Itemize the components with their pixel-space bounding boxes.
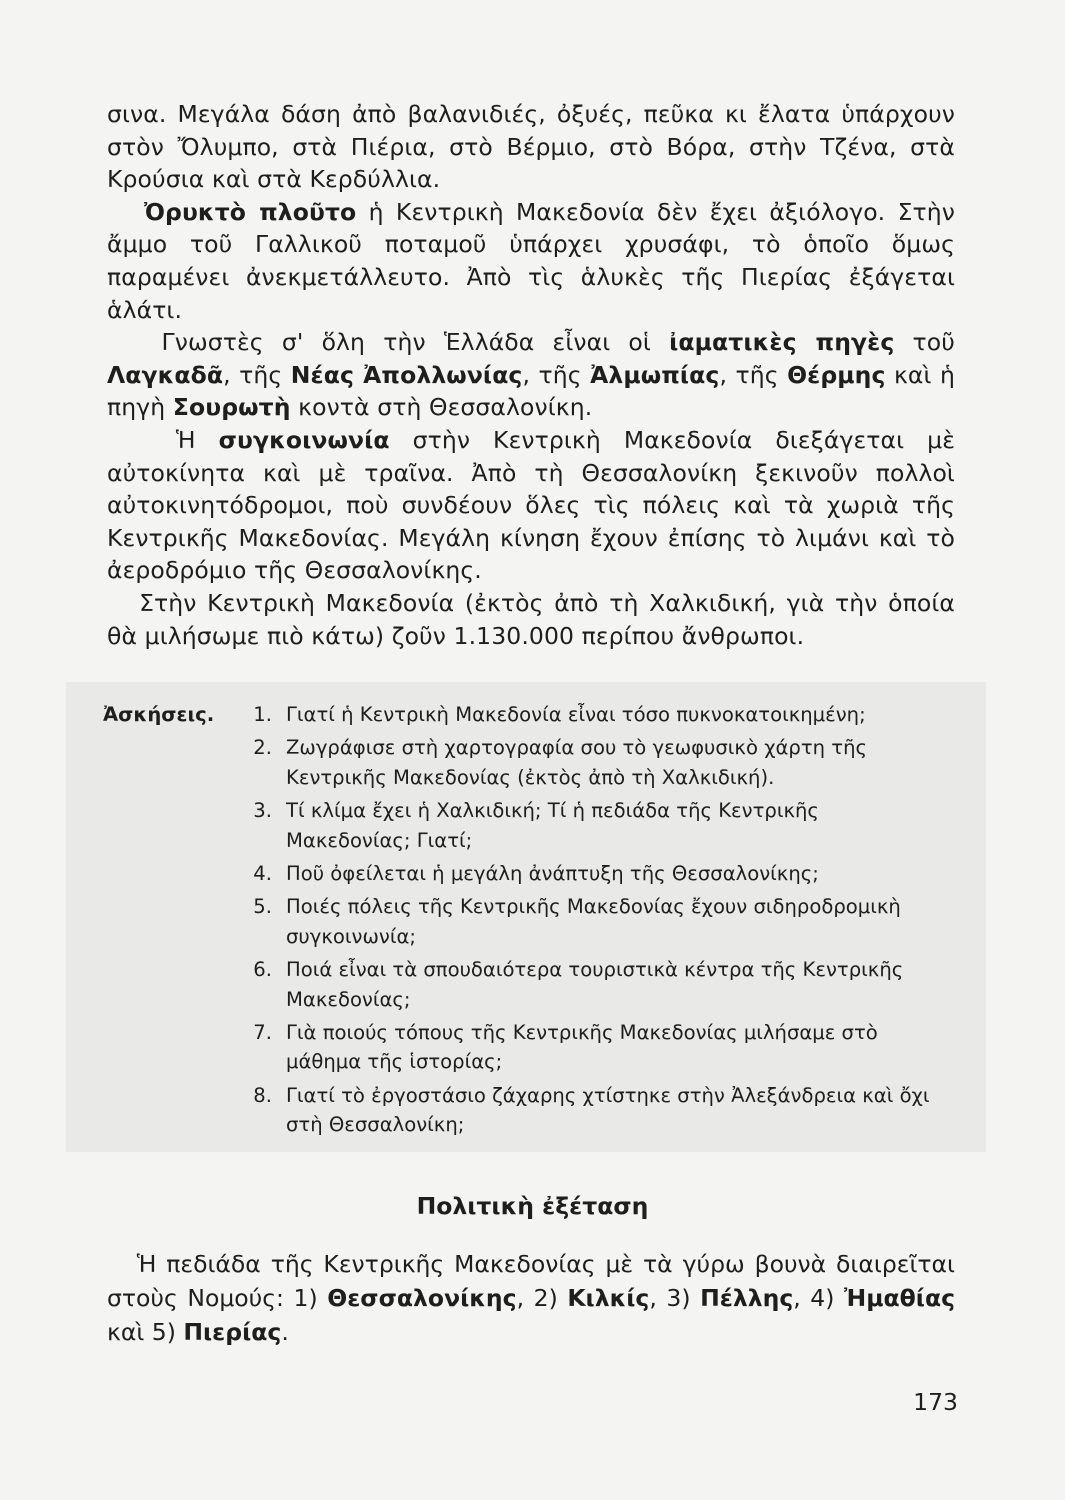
exercise-item: [244, 1018, 934, 1077]
exercise-text: Γιὰ ποιούς τόπους τῆς Κεντρικῆς Μακεδονίας μιλήσαμε στὸ μάθημα τῆς ἱστορίας;: [286, 1021, 878, 1074]
body-text: [107, 98, 955, 652]
section-title: Πολιτικὴ ἐξέταση: [416, 1192, 649, 1220]
paragraph-minerals: Ὀρυκτὸ πλοῦτο ἡ Κεντρικὴ Μακεδονία δὲν ἔχει ἀξιόλογο. Στὴν ἄμμο τοῦ Γαλλικοῦ ποταμοῦ ὑπάρχει χρυσάφι, τὸ ὁποῖο ὅμως παραμένει ἀνεκμετάλλευτο. Ἀπὸ τὶς ἁλυκὲς τῆς Πιερίας ἐξάγεται ἁλάτι.: [107, 197, 955, 324]
exercise-number: 3.: [253, 799, 272, 823]
exercise-item: [244, 955, 934, 1014]
exercise-item: [244, 892, 934, 951]
exercise-number: 8.: [253, 1083, 272, 1107]
paragraph-population: Στὴν Κεντρικὴ Μακεδονία (ἐκτὸς ἀπὸ τὴ Χαλκιδική, γιὰ τὴν ὁποία θὰ μιλήσωμε πιὸ κάτω) ζοῦν 1.130.000 περίπου ἄνθρωποι.: [107, 588, 955, 650]
exercise-text: Γιατί ἡ Κεντρικὴ Μακεδονία εἶναι τόσο πυκνοκατοικημένη;: [286, 703, 866, 726]
exercise-text: Ζωγράφισε στὴ χαρτογραφία σου τὸ γεωφυσικὸ χάρτη τῆς Κεντρικῆς Μακεδονίας (ἐκτὸς ἀπὸ τὴ Χαλκιδική).: [286, 736, 868, 789]
exercise-item: [244, 796, 934, 855]
political-text: [107, 1247, 955, 1349]
exercise-item: [244, 700, 934, 729]
exercise-number: 4.: [253, 862, 272, 886]
exercise-number: 7.: [253, 1021, 272, 1045]
exercise-text: Ποιές πόλεις τῆς Κεντρικῆς Μακεδονίας ἔχουν σιδηροδρομικὴ συγκοινωνία;: [286, 895, 901, 948]
page-number: 173: [913, 1388, 958, 1416]
paragraph-prefectures: Ἡ πεδιάδα τῆς Κεντρικῆς Μακεδονίας μὲ τὰ γύρω βουνὰ διαιρεῖται στοὺς Νομούς: 1) Θεσσαλονίκης, 2) Κιλκίς, 3) Πέλλης, 4) Ἠμαθίας καὶ 5) Πιερίας.: [107, 1250, 956, 1346]
exercise-text: Γιατί τὸ ἐργοστάσιο ζάχαρης χτίστηκε στὴν Ἀλεξάνδρεια καὶ ὄχι στὴ Θεσσαλονίκη;: [286, 1083, 930, 1137]
exercise-list: [244, 700, 934, 1144]
exercise-number: 5.: [253, 895, 272, 919]
exercise-text: Τί κλίμα ἔχει ἡ Χαλκιδική; Τί ἡ πεδιάδα τῆς Κεντρικῆς Μακεδονίας; Γιατί;: [286, 799, 819, 852]
exercise-number: 2.: [253, 736, 272, 760]
exercise-item: [244, 859, 934, 888]
exercises-heading: Ἀσκήσεις.: [103, 703, 215, 726]
exercise-item: [244, 733, 934, 792]
term-springs: ἰαματικὲς πηγὲς: [669, 328, 895, 357]
paragraph-transport: Ἡ συγκοινωνία στὴν Κεντρικὴ Μακεδονία διεξάγεται μὲ αὐτοκίνητα καὶ μὲ τραῖνα. Ἀπὸ τὴ Θεσσαλονίκη ξεκινοῦν πολλοὶ αὐτοκινητόδρομοι, ποὺ συνδέουν ὅλες τὶς πόλεις καὶ τὰ χωριὰ τῆς Κεντρικῆς Μακεδονίας. Μεγάλη κίνηση ἔχουν ἐπίσης τὸ λιμάνι καὶ τὸ ἀεροδρόμιο τῆς Θεσσαλονίκης.: [107, 425, 955, 585]
paragraph-springs: Γνωστὲς σ' ὅλη τὴν Ἑλλάδα εἶναι οἱ ἰαματικὲς πηγὲς τοῦ Λαγκαδᾶ, τῆς Νέας Ἀπολλωνίας, τῆς Ἀλμωπίας, τῆς Θέρμης καὶ ἡ πηγὴ Σουρωτὴ κοντὰ στὴ Θεσσαλονίκη.: [107, 328, 955, 422]
term-transport: συγκοινωνία: [218, 425, 390, 454]
exercise-text: Ποῦ ὀφείλεται ἡ μεγάλη ἀνάπτυξη τῆς Θεσσαλονίκης;: [286, 862, 819, 886]
exercise-number: 1.: [253, 703, 272, 726]
paragraph-forests: σινα. Μεγάλα δάση ἀπὸ βαλανιδιές, ὀξυές, πεῦκα κι ἔλατα ὑπάρχουν στὸν Ὄλυμπο, στὰ Πιέρια, στὸ Βέρμιο, στὸ Βόρα, στὴν Τζένα, στὰ Κρούσια καὶ στὰ Κερδύλλια.: [107, 100, 955, 194]
exercise-item: [244, 1081, 934, 1140]
term-minerals: Ὀρυκτὸ πλοῦτο: [143, 197, 357, 226]
exercise-number: 6.: [253, 958, 272, 982]
exercise-text: Ποιά εἶναι τὰ σπουδαιότερα τουριστικὰ κέντρα τῆς Κεντρικῆς Μακεδονίας;: [286, 958, 904, 1011]
